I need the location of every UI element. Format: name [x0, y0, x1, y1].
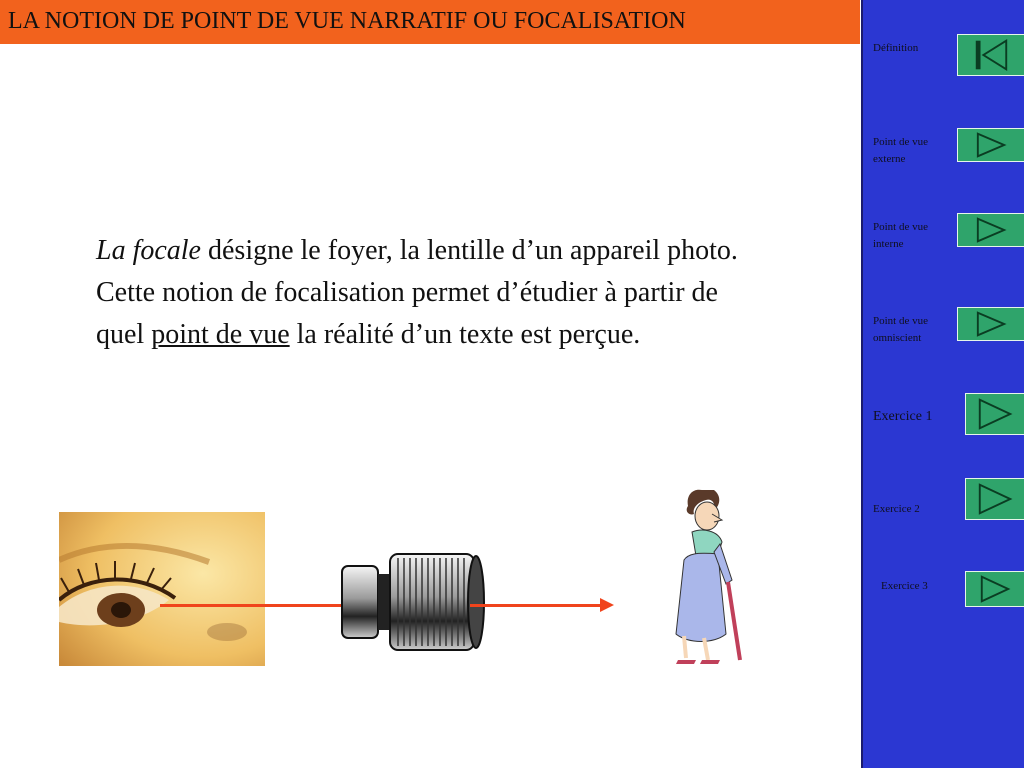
nav-button-point-de-vue-omniscient[interactable]	[957, 307, 1024, 341]
eye-photo	[59, 512, 265, 666]
play-icon	[958, 308, 1024, 340]
definition-text-part-2: la réalité d’un texte est perçue.	[289, 319, 641, 350]
nav-button-exercice-2[interactable]	[965, 478, 1024, 520]
definition-text-part-1: désigne le foyer, la lentille d’un appareil photo. Cette notion de focalisation permet d’étudier à partir de quel	[96, 235, 738, 350]
focale-term: La focale	[96, 235, 201, 266]
nav-label-exercice-3: Exercice 3	[881, 580, 928, 592]
old-woman-illustration	[662, 484, 754, 670]
nav-label-exercice-1: Exercice 1	[873, 409, 933, 424]
nav-label-point-de-vue-externe: Point de vue externe	[873, 136, 928, 165]
title-bar	[0, 0, 860, 44]
light-ray-right	[470, 604, 602, 607]
first-slide-icon	[958, 35, 1024, 75]
nav-button-exercice-1[interactable]	[965, 393, 1024, 435]
play-icon	[966, 394, 1024, 434]
nav-label-definition: Définition	[873, 42, 919, 54]
definition-paragraph	[96, 230, 746, 356]
navigation-sidebar	[861, 0, 1024, 768]
nav-label-point-de-vue-omniscient: Point de vue omniscient	[873, 315, 928, 344]
play-icon	[966, 572, 1024, 606]
nav-label-exercice-2: Exercice 2	[873, 503, 920, 515]
nav-button-point-de-vue-externe[interactable]	[957, 128, 1024, 162]
light-ray-left	[160, 604, 342, 607]
nav-label-point-de-vue-interne: Point de vue interne	[873, 221, 928, 250]
ray-arrowhead-icon	[600, 598, 614, 612]
play-icon	[958, 214, 1024, 246]
camera-lens	[338, 552, 486, 652]
nav-button-exercice-3[interactable]	[965, 571, 1024, 607]
play-icon	[958, 129, 1024, 161]
slide-title: LA NOTION DE POINT DE VUE NARRATIF OU FOCALISATION	[8, 8, 686, 34]
point-de-vue-link[interactable]: point de vue	[151, 319, 290, 350]
play-icon	[966, 479, 1024, 519]
nav-button-definition[interactable]	[957, 34, 1024, 76]
nav-button-point-de-vue-interne[interactable]	[957, 213, 1024, 247]
